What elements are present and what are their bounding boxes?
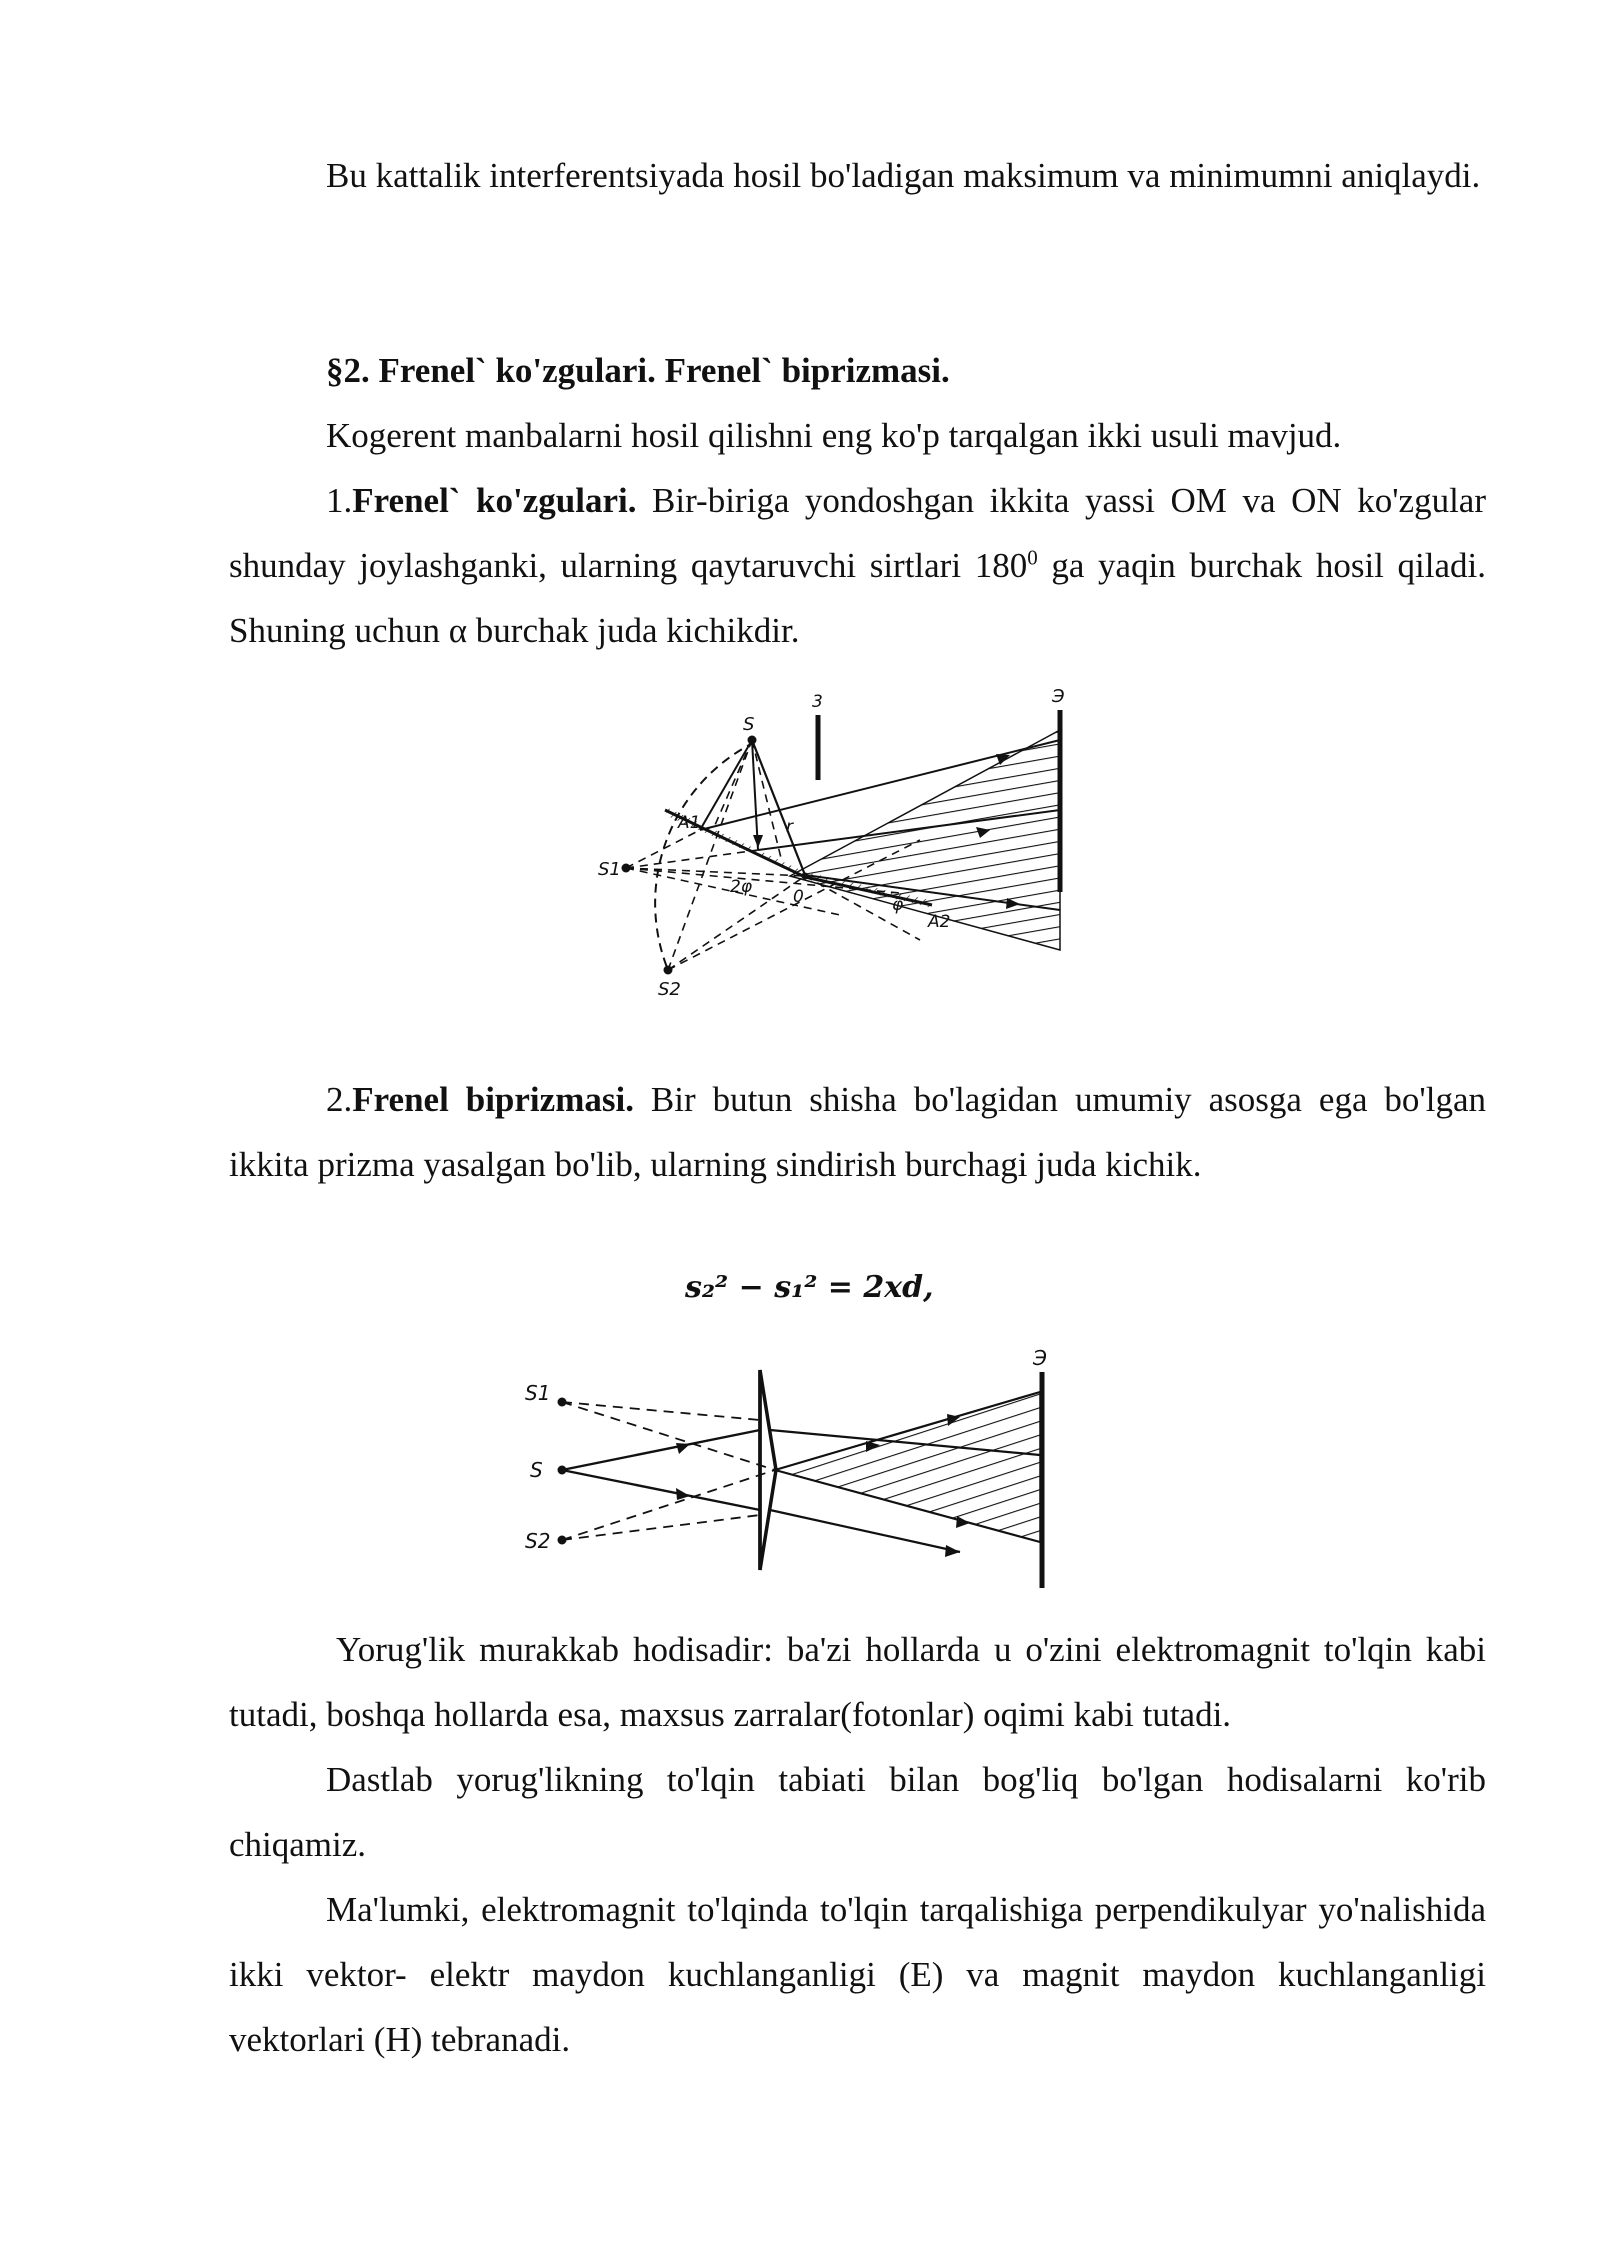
paragraph-3: 1.Frenel` ko'zgulari. Bir-biriga yondoshgan ikkita yassi OM va ON ko'zgular shunday joylashganki, ularning qaytaruvchi sirtlari $180^0$ ga yaqin burchak hosil qiladi. Shuning uchun α burchak juda kichikdir. xyxy=(229,481,1486,650)
fig1-label-2phi: 2φ xyxy=(730,877,753,897)
fig2-label-screen: Э xyxy=(1033,1346,1047,1370)
section-block xyxy=(229,338,1486,663)
fresnel-biprism-figure xyxy=(520,1330,1080,1600)
paragraph-7: Ma'lumki, elektromagnit to'lqinda to'lqin tarqalishiga perpendikulyar yo'nalishida ikki vektor- elektr maydon kuchlanganligi (E) va magnit maydon kuchlanganligi vektorlari (H) tebranadi. xyxy=(229,1890,1486,2059)
fig1-label-r: r xyxy=(786,817,793,837)
fig1-label-s1: S1 xyxy=(598,859,621,880)
paragraph-4: 2.Frenel biprizmasi. Bir butun shisha bo'lagidan umumiy asosga ega bo'lgan ikkita prizma yasalgan bo'lib, ularning sindirish burchagi juda kichik. xyxy=(229,1080,1486,1184)
fig1-label-phi: φ xyxy=(892,895,904,915)
fig1-label-s2: S2 xyxy=(658,979,681,1000)
paragraph-6: Dastlab yorug'likning to'lqin tabiati bilan bog'liq bo'lgan hodisalarni ko'rib chiqamiz. xyxy=(229,1760,1486,1864)
paragraph-2: Kogerent manbalarni hosil qilishni eng ko'p tarqalgan ikki usuli mavjud. xyxy=(326,416,1342,455)
closing-block xyxy=(229,1617,1486,2072)
fig1-label-a1: A1 xyxy=(678,813,701,833)
fig1-label-a2: A2 xyxy=(928,912,951,932)
fig2-label-s: S xyxy=(530,1458,543,1482)
fig1-label-screen: Э xyxy=(1052,686,1065,707)
paragraph-5: Yorug'lik murakkab hodisadir: ba'zi hollarda u o'zini elektromagnit to'lqin kabi tutadi, boshqa hollarda esa, maxsus zarralar(fotonlar) oqimi kabi tutadi. xyxy=(229,1630,1486,1734)
fig2-label-s1: S1 xyxy=(525,1381,551,1405)
fig1-label-3: 3 xyxy=(812,692,823,712)
fig1-label-s: S xyxy=(743,714,755,735)
section-heading: §2. Frenel` ko'zgulari. Frenel` biprizmasi. xyxy=(326,351,950,390)
fig2-label-s2: S2 xyxy=(525,1529,551,1553)
formula: s₂² − s₁² = 2xd, xyxy=(685,1270,934,1305)
paragraph-1: Bu kattalik interferentsiyada hosil bo'ladigan maksimum va minimumni aniqlaydi. xyxy=(326,156,1481,195)
fig1-label-o: 0 xyxy=(793,887,804,907)
fresnel-mirrors-figure xyxy=(590,680,1090,1000)
